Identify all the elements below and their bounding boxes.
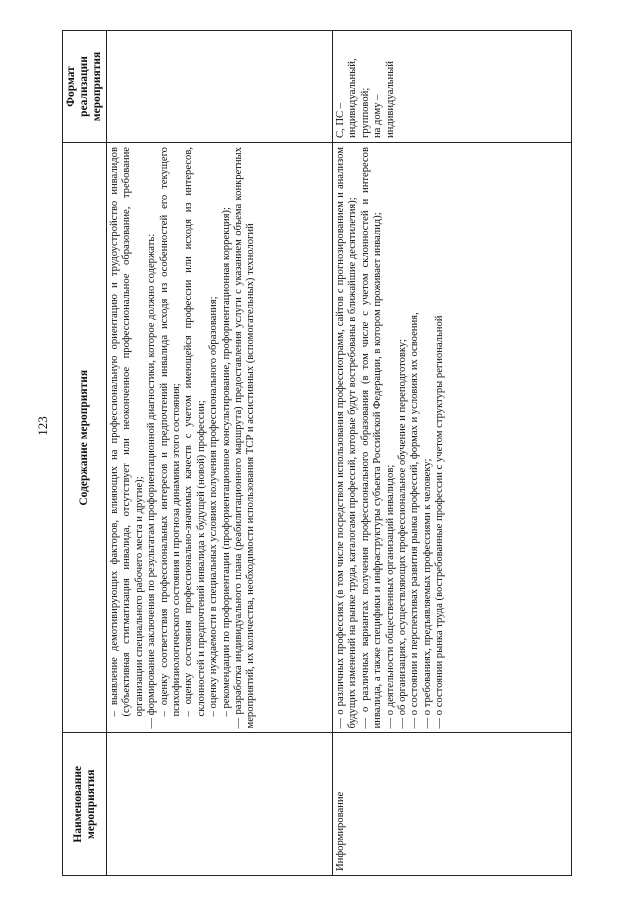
content-line: — о требованиях, предъявляемых профессиями к человеку; [421,458,433,729]
content-line: — о состоянии и перспективах развития рынка профессий, формах и условиях их освоения, [409,312,421,729]
content-line: – оценку соответствия профессиональных интересов и предпочтений инвалида исходя из особенностей его текущего психофизиологического состояния и прогноза динамики этого состояния; [158,147,183,717]
format-line: индивидуальный, [347,58,359,139]
header-format: Формат реализации мероприятия [63,31,107,143]
row-name-cell: Информирование [333,733,572,876]
format-line: индивидуальный [384,61,396,139]
content-line: — разработка индивидуального плана (реабилитационного маршрута) предоставления услуги с указанием объема конкретных мероприятий, их количества, необходимости использования ТСР и ассистивных (вспомогательных) технологий [233,147,257,729]
table-row [107,31,333,876]
format-line: С, ПС – [335,102,346,139]
content-line: — формирование заключения по результатам профориентационной диагностики, которое должно содержать: [146,233,158,729]
content-line: – оценку состояния профессионально-значимых качеств с учетом имеющейся профессии или исходя из интересов, склонностей и предпочтений инвалида к будущей (новой) профессии; [183,147,207,717]
row-content-cell [333,143,572,733]
row-content-cell [107,143,333,733]
format-line: на дому – [372,94,384,139]
content-line: – рекомендации по профориентации (профориентационное консультирование, профориентационная коррекция); [220,207,232,717]
content-line: – выявление демотивирующих факторов, влияющих на профессиональную ориентацию и трудоустройство инвалидов (субъективная стигматизация инвалида, отсутствует или неоконченное профессиональное образование, требование организации специального рабочего места и другие); [109,147,145,717]
header-name: Наименование мероприятия [63,733,107,876]
content-line: — о деятельности общественных организаций инвалидов; [384,464,396,729]
page-number: 123 [35,416,50,436]
table-header-row [63,31,107,876]
row-name-cell [107,733,333,876]
format-line: групповой; [359,87,371,139]
table-row [333,31,572,876]
content-line: — об организациях, осуществляющих профессиональное обучение и переподготовку; [397,338,409,729]
content-line: — о различных профессиях (в том числе посредством использования профессиограмм, сайтов с прогнозированием и анализом будущих изменений на рынке труда, каталогами профессий, которые будут востребованы в ближайшие десятилетия); [335,147,359,729]
content-line: — о состоянии рынка труда (востребованные профессии с учетом структуры региональной [434,315,446,729]
rotated-document-table [62,30,572,876]
row-format-cell [333,31,572,143]
content-line: — о различных вариантах получения профессионального образования (в том числе с учетом склонностей и интересов инвалида, а также специфики и инфраструктуры субъекта Российской Федерации, в котором проживает инвалид); [359,147,384,729]
measures-table [62,30,572,876]
row-format-cell [107,31,333,143]
content-line: – оценку нуждаемости в специальных условиях получения профессионального образования; [208,296,220,717]
header-content: Содержание мероприятия [63,143,107,733]
